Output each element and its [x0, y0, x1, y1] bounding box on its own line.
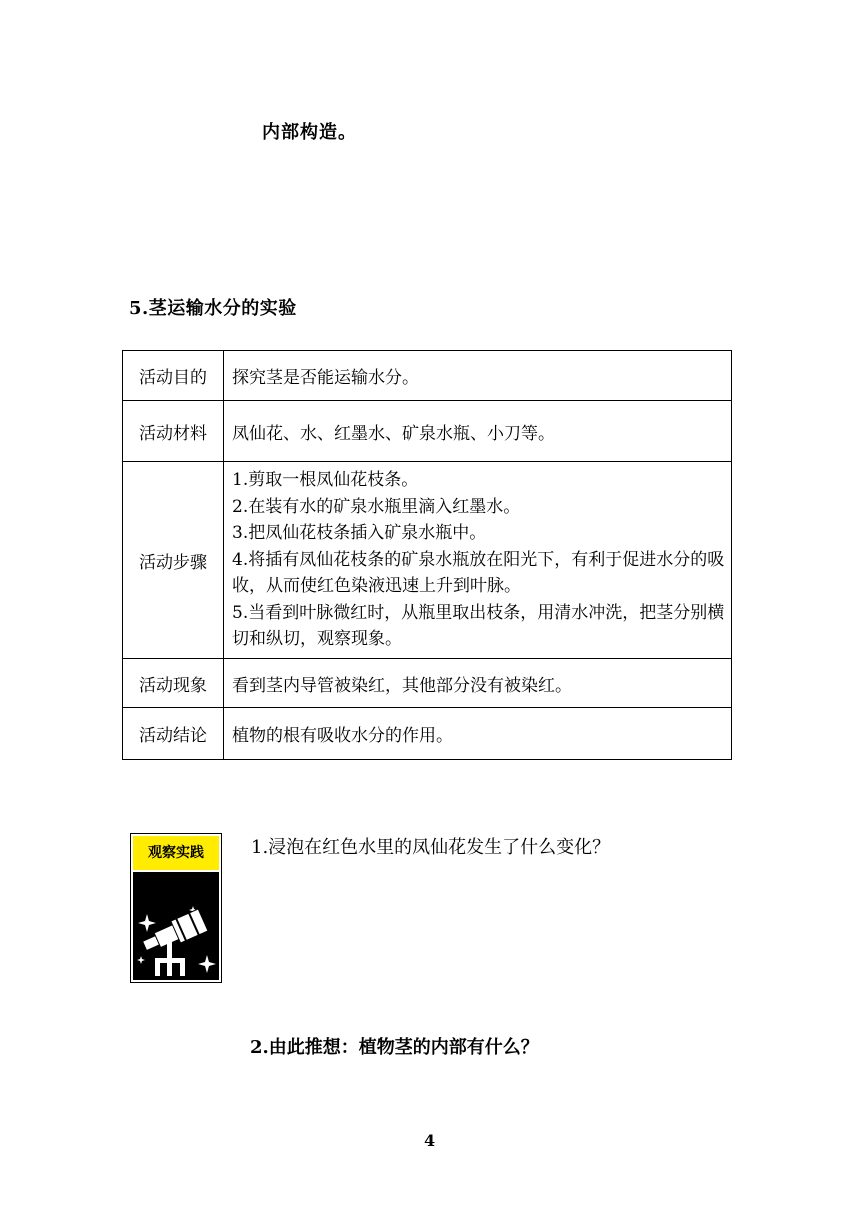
- badge-label: 观察实践: [133, 836, 219, 870]
- step-item: 1.剪取一根凤仙花枝条。: [232, 470, 419, 491]
- row-value: 凤仙花、水、红墨水、矿泉水瓶、小刀等。: [224, 401, 732, 462]
- row-value: 植物的根有吸收水分的作用。: [224, 708, 732, 760]
- row-label: 活动结论: [123, 708, 224, 760]
- table-row: [123, 401, 732, 462]
- row-value: 看到茎内导管被染红，其他部分没有被染红。: [224, 659, 732, 708]
- table-row: [123, 351, 732, 401]
- activity-table: [122, 350, 732, 760]
- row-label: 活动步骤: [123, 462, 224, 659]
- table-row: [123, 462, 732, 659]
- section-title: 5.茎运输水分的实验: [129, 298, 297, 319]
- telescope-icon: [133, 872, 219, 980]
- table-row: [123, 659, 732, 708]
- continuation-text: 内部构造。: [262, 122, 357, 143]
- step-item: 5.当看到叶脉微红时，从瓶里取出枝条，用清水冲洗，把茎分别横切和纵切，观察现象。: [232, 602, 725, 650]
- row-label: 活动现象: [123, 659, 224, 708]
- question-2: 2.由此推想：植物茎的内部有什么？: [250, 1037, 539, 1058]
- step-item: 3.把凤仙花枝条插入矿泉水瓶中。: [232, 523, 487, 544]
- row-label: 活动目的: [123, 351, 224, 401]
- table-row: [123, 708, 732, 760]
- steps-cell: [224, 462, 732, 659]
- step-item: 2.在装有水的矿泉水瓶里滴入红墨水。: [232, 496, 521, 517]
- question-1: 1.浸泡在红色水里的凤仙花发生了什么变化？: [251, 837, 611, 858]
- row-label: 活动材料: [123, 401, 224, 462]
- step-item: 4.将插有凤仙花枝条的矿泉水瓶放在阳光下，有利于促进水分的吸收，从而使红色染液迅速上升到叶脉。: [232, 549, 725, 597]
- row-value: 探究茎是否能运输水分。: [224, 351, 732, 401]
- observe-practice-badge: [130, 833, 222, 983]
- page-number: 4: [424, 1131, 436, 1150]
